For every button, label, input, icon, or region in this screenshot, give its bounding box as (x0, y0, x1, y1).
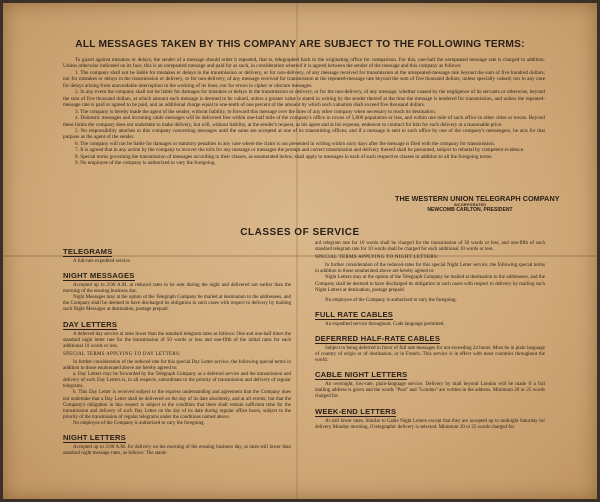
term-9: 9. No employee of the company is authorized to vary the foregoing. (75, 160, 216, 167)
terms-intro: To guard against mistakes or delays, the sender of a message should order it repeated, that is, telegraphed back to the originating office for comparison. For this, one-half the unrepeated message rate is charged in addition. Unless otherwise indicated on its face, this is an unrepeated message and paid for as such, in consideration whereof it is agreed between the sender of the message and this company as follows: (63, 57, 545, 70)
night-messages-title: NIGHT MESSAGES (63, 271, 135, 281)
night-letters-special: SPECIAL TERMS APPLYING TO NIGHT LETTERS: (315, 255, 439, 261)
night-messages-p1: Accepted up to 2:00 A.M. at reduced rates to be sent during the night and delivered not earlier than the morning of the ensuing business day. (63, 283, 291, 295)
night-letters-terms-p3: No employee of the Company is authorized to vary the foregoing. (325, 297, 457, 303)
night-messages-p2: Night Messages may at the option of the Telegraph Company be mailed at destination to the addressees, and the Company shall be deemed to have discharged its obligation in such cases with respect to delivery by mailing such Night Messages at destination, postage prepaid. (63, 295, 291, 313)
week-end-letters-text: At still lower rates. Similar to Cable Night Letters except that they are accepted up to midnight Saturday for delivery Monday morning, if telegraphic delivery is selected. Minimum 20 or 25 words charged for. (315, 418, 545, 430)
telegrams-title: TELEGRAMS (63, 247, 113, 256)
telegrams-text: A full-rate expedited service. (73, 259, 132, 264)
term-1: 1. The company shall not be liable for mistakes or delays in the transmission or delivery, or for non-delivery, of any message received for transmission at the unrepeated-message rate beyond the sum of five hundred dollars; nor for mistakes or delays in the transmission or delivery, or for non-delivery, of any message received for transmission at the repeated-message rate beyond the sum of five thousand dollars, unless specially valued; nor in any case for delays arising from unavoidable interruption in the working of its lines; nor for errors in cipher or obscure messages. (63, 69, 545, 89)
term-6: 6. The company will not be liable for damages or statutory penalties in any case where the claim is not presented in writing within sixty days after the message is filed with the company for transmission. (75, 140, 495, 147)
full-rate-cables-text: An expedited service throughout. Code language permitted. (325, 321, 445, 327)
company-president: NEWCOMB CARLTON, PRESIDENT (427, 207, 513, 213)
week-end-letters-title: WEEK-END LETTERS (315, 406, 397, 416)
cable-night-letters-text: An overnight, low-rate, plain-language service. Delivery by mail beyond London will be made if a full mailing address is given and the words "Post" and "London" are written in the address. Minimum 20 or 25 words charged for. (315, 382, 545, 400)
day-letters-p2: In further consideration of the reduced rate for this special Day Letter service, the following special terms in addition to those enumerated above are hereby agreed to: (63, 359, 291, 372)
night-letters-p1: Accepted up to 2:00 A.M. for delivery on the morning of the ensuing business day, at rates still lower than standard night message rates, as follows: The stand- (63, 444, 291, 457)
day-letters-p4: b. This Day Letter is received subject to the express understanding and agreement that the Company does not undertake that a Day Letter shall be delivered on the day of its date absolutely, and at all events; but that the Company's obligation in this respect is subject to the condition that there shall remain sufficient time for the transmission and delivery of such Day Letter on the day of its date during regular office hours, subject to the priority of the transmission of regular telegrams under the conditions named above. (63, 390, 291, 420)
day-letters-p1: A deferred day service at rates lower than the standard telegram rates as follows: One and one-half times the standard night letter rate for the transmission of 50 words or less and one-fifth of the initial rates for each additional 10 words or less. (63, 331, 291, 349)
cable-night-letters-title: CABLE NIGHT LETTERS (315, 370, 408, 380)
deferred-cables-text: Subject to being deferred in favor of full rate messages for not exceeding 24 hours. Must be in plain language of country of origin or of destination, or in French. This service is in effect with most countries throughout the world. (315, 345, 545, 364)
term-4: 4. Domestic messages and incoming cable messages will be delivered free within one-half mile of the company's office in towns of 5,000 population or less, and within one mile of such office in other cities or towns. Beyond these limits the company does not undertake to make delivery, but will, without liability, at the sender's request, as his agent and at his expense, endeavor to contract for him for such delivery at a reasonable price. (63, 115, 545, 128)
day-letters-p5: No employee of the Company is authorized to vary the foregoing. (73, 420, 205, 426)
company-name: THE WESTERN UNION TELEGRAPH COMPANY (395, 194, 560, 203)
telegram-back-sheet (3, 3, 597, 499)
day-letters-special: SPECIAL TERMS APPLYING TO DAY LETTERS: (63, 351, 181, 357)
company-signature (395, 194, 560, 213)
term-7: 7. It is agreed that in any action by the company to recover the tolls for any message or messages the prompt and correct transmission and delivery thereof shall be presumed, subject to rebuttal by competent evidence. (75, 147, 525, 154)
night-letters-continued: ard telegram rate for 10 words shall be charged for the transmission of 30 words or less, and one-fifth of such standard telegram rate for 10 words shall be charged for each additional 10 words or less. (315, 241, 545, 253)
day-letters-p3: a. Day Letters may be forwarded by the Telegraph Company as a deferred service and the transmission and delivery of such Day Letters is, in all respects, subordinate to the priority of transmission and delivery of regular telegrams. (63, 372, 291, 390)
terms-text (63, 57, 545, 167)
classes-heading: CLASSES OF SERVICE (240, 227, 360, 238)
terms-heading: ALL MESSAGES TAKEN BY THIS COMPANY ARE SUBJECT TO THE FOLLOWING TERMS: (75, 39, 525, 50)
left-column (63, 241, 291, 457)
day-letters-title: DAY LETTERS (63, 319, 118, 329)
term-5: 5. No responsibility attaches to this company concerning messages until the same are accepted at one of its transmitting offices; and if a message is sent to such office by one of the company's messengers, he acts for that purpose as the agent of the sender. (63, 127, 545, 141)
term-3: 3. The company is hereby made the agent of the sender, without liability, to forward this message over the lines of any other company when necessary to reach its destination. (75, 108, 437, 115)
night-letters-terms-p1: In further consideration of the reduced-rates for this special Night Letter service, the following special terms in addition to those enumerated above are hereby agreed to: (315, 263, 545, 275)
night-letters-terms-p2: Night Letters may at the option of the Telegraph Company be mailed at destination to the addressees, and the Company shall be deemed to have discharged its obligation in such cases with respect to delivery by mailing such Night Letters at destination, postage prepaid. (315, 275, 545, 293)
term-8: 8. Special terms governing the transmission of messages according to their classes, as enumerated below, shall apply to messages in each of such respective classes in addition to all the foregoing terms. (75, 153, 493, 160)
company-incorporated: INCORPORATED (453, 203, 487, 207)
deferred-cables-title: DEFERRED HALF-RATE CABLES (315, 333, 441, 343)
right-column (315, 241, 545, 431)
term-2: 2. In any event the company shall not be liable for damages for mistakes or delays in the transmission or delivery, or for the non-delivery, of any message, whether caused by the negligence of its servants or otherwise, beyond the sum of five thousand dollars, at which amount each message is deemed to be valued, unless a greater value is stated in writing by the sender thereof at the time the message is tendered for transmission, and unless the repeated-message rate is paid or agreed to be paid, and an additional charge equal to one-tenth of one percent of the amount by which such valuation shall exceed five thousand dollars. (63, 89, 545, 109)
full-rate-cables-title: FULL RATE CABLES (315, 309, 394, 319)
night-letters-title: NIGHT LETTERS (63, 432, 126, 442)
